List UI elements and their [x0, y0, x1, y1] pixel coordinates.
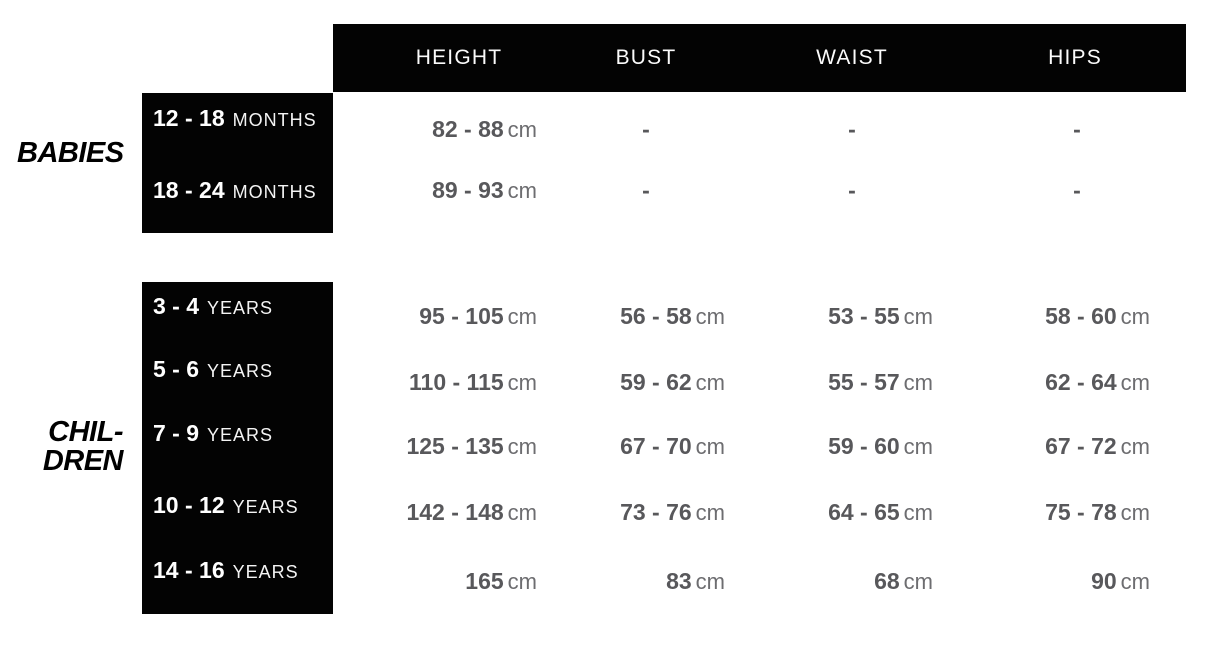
value-unit: cm — [507, 178, 537, 203]
value-number: 125 - 135 — [406, 433, 504, 459]
value-unit: cm — [903, 434, 933, 459]
value-number: 55 - 57 — [828, 369, 900, 395]
section-title-children — [21, 418, 123, 476]
value-number: 90 — [1091, 568, 1117, 594]
value-babies-0-waist: - — [848, 116, 856, 142]
value-number: 75 - 78 — [1045, 499, 1117, 525]
value-children-2-height — [406, 432, 537, 464]
value-number: 95 - 105 — [419, 303, 504, 329]
age-range: 7 - 9 — [153, 420, 200, 446]
value-children-0-waist — [828, 302, 933, 334]
value-babies-1-waist: - — [848, 177, 856, 203]
value-babies-0-bust: - — [642, 116, 650, 142]
value-number: 62 - 64 — [1045, 369, 1117, 395]
section-title-babies: BABIES — [17, 137, 124, 169]
value-children-1-waist — [828, 368, 933, 400]
value-number: 83 — [666, 568, 692, 594]
value-babies-1-height — [432, 176, 537, 208]
value-unit: cm — [1120, 500, 1150, 525]
age-unit: MONTHS — [232, 182, 317, 202]
age-range: 14 - 16 — [153, 557, 225, 583]
age-unit: YEARS — [207, 298, 274, 318]
value-children-2-bust — [620, 432, 725, 464]
value-children-1-hips — [1045, 368, 1150, 400]
value-children-2-waist — [828, 432, 933, 464]
value-children-3-waist — [828, 498, 933, 530]
value-babies-0-height — [432, 115, 537, 147]
age-unit: YEARS — [232, 497, 299, 517]
value-babies-1-hips: - — [1073, 177, 1081, 203]
value-unit: cm — [695, 304, 725, 329]
value-unit: cm — [507, 370, 537, 395]
value-unit: cm — [695, 500, 725, 525]
section-title-children-line2: DREN — [42, 445, 123, 477]
value-children-4-hips — [1091, 567, 1150, 599]
value-number: 82 - 88 — [432, 116, 504, 142]
age-label-children-10-12 — [153, 492, 299, 522]
value-number: 89 - 93 — [432, 177, 504, 203]
column-header-hips: HIPS — [1048, 46, 1102, 69]
value-number: 165 — [465, 568, 504, 594]
value-unit: cm — [507, 569, 537, 594]
age-range: 3 - 4 — [153, 293, 200, 319]
column-header-bust: BUST — [615, 46, 677, 69]
age-unit: YEARS — [207, 361, 274, 381]
value-unit: cm — [695, 434, 725, 459]
value-children-1-bust — [620, 368, 725, 400]
section-title-children-line1: CHIL- — [48, 416, 123, 448]
value-number: 142 - 148 — [406, 499, 504, 525]
age-range: 12 - 18 — [153, 105, 225, 131]
age-range: 18 - 24 — [153, 177, 225, 203]
value-number: 110 - 115 — [409, 369, 504, 395]
value-number: 53 - 55 — [828, 303, 900, 329]
value-children-0-bust — [620, 302, 725, 334]
value-children-3-hips — [1045, 498, 1150, 530]
age-range: 10 - 12 — [153, 492, 225, 518]
value-unit: cm — [695, 370, 725, 395]
age-range: 5 - 6 — [153, 356, 200, 382]
value-unit: cm — [1120, 370, 1150, 395]
column-header-waist: WAIST — [816, 46, 888, 69]
value-children-3-height — [406, 498, 537, 530]
age-label-babies-18-24 — [153, 177, 317, 207]
column-header-height: HEIGHT — [415, 46, 503, 69]
value-number: 59 - 62 — [620, 369, 692, 395]
value-unit: cm — [1120, 434, 1150, 459]
value-number: 64 - 65 — [828, 499, 900, 525]
value-number: 73 - 76 — [620, 499, 692, 525]
value-children-4-height — [465, 567, 537, 599]
age-label-babies-12-18 — [153, 105, 317, 135]
value-children-0-hips — [1045, 302, 1150, 334]
value-children-3-bust — [620, 498, 725, 530]
value-unit: cm — [507, 500, 537, 525]
value-children-4-waist — [874, 567, 933, 599]
value-children-2-hips — [1045, 432, 1150, 464]
age-unit: MONTHS — [232, 110, 317, 130]
value-unit: cm — [1120, 569, 1150, 594]
value-unit: cm — [903, 569, 933, 594]
value-babies-1-bust: - — [642, 177, 650, 203]
age-label-children-7-9 — [153, 420, 273, 450]
value-number: 68 — [874, 568, 900, 594]
value-unit: cm — [695, 569, 725, 594]
value-number: 58 - 60 — [1045, 303, 1117, 329]
value-unit: cm — [903, 370, 933, 395]
value-unit: cm — [903, 304, 933, 329]
value-number: 67 - 70 — [620, 433, 692, 459]
age-label-children-14-16 — [153, 557, 299, 587]
value-babies-0-hips: - — [1073, 116, 1081, 142]
value-number: 56 - 58 — [620, 303, 692, 329]
value-unit: cm — [507, 304, 537, 329]
value-number: 67 - 72 — [1045, 433, 1117, 459]
value-children-1-height — [409, 368, 537, 400]
value-children-0-height — [419, 302, 537, 334]
table-header-bar — [333, 24, 1186, 92]
value-unit: cm — [1120, 304, 1150, 329]
age-label-children-3-4 — [153, 293, 273, 323]
value-unit: cm — [903, 500, 933, 525]
age-unit: YEARS — [207, 425, 274, 445]
value-unit: cm — [507, 117, 537, 142]
value-children-4-bust — [666, 567, 725, 599]
value-number: 59 - 60 — [828, 433, 900, 459]
age-unit: YEARS — [232, 562, 299, 582]
age-label-children-5-6 — [153, 356, 273, 386]
value-unit: cm — [507, 434, 537, 459]
